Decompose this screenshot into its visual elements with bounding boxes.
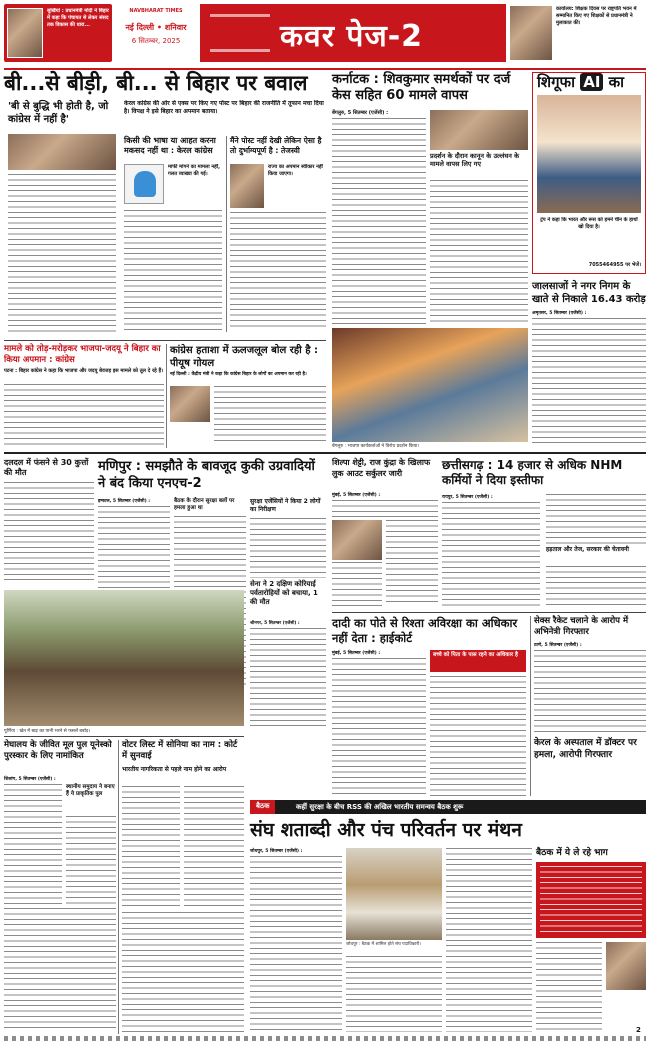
masthead-date-block: NAVBHARAT TIMES नई दिल्ली • शनिवार 6 सितम्बर, 2025 [116,4,196,62]
sonia-story [122,740,244,1036]
rss-kicker: कहीं सुरक्षा के बीच RSS की अखिल भारतीय समन्वय बैठक शुरू [296,803,464,811]
page-label: कवर पेज-2 [280,19,424,54]
rss-kicker-bar [250,800,646,814]
manipur-headline[interactable]: मणिपुर : समझौते के बावजूद कुकी उग्रवादियों ने बंद किया एनएच-2 [98,459,315,491]
lead-caption-right: राज्य का अपमान स्वीकार नहीं किया जाएगा। [268,164,323,177]
daadi-story [332,616,526,798]
manipur-note: बैठक के दौरान सुरक्षा बलों पर हमला हुआ था [174,498,235,511]
shigufa-cartoon [537,95,641,213]
daadi-dateline: मुंबई, 5 सितम्बर (एजेंसी) : [332,651,381,656]
meghalaya-headline[interactable]: मेघालय के जीवित मूल पुल यूनेस्को पुरस्कार के लिए नामांकित [4,740,112,761]
shigufa-contact: 7055464955 पर भेजें। [588,262,641,268]
karnataka-headline[interactable]: कर्नाटक : शिवकुमार समर्थकों पर दर्ज केस सहित 60 मामले वापस [332,72,511,103]
lead-story [4,72,326,338]
meghalaya-dateline: शिलांग, 5 सितम्बर (एजेंसी) : [4,777,56,782]
rss-sidebar [536,848,646,1032]
shilpa-headline[interactable]: शिल्पा शेट्टी, राज कुंद्रा के खिलाफ लुक आउट सर्कुलर जारी [332,458,431,478]
lead-caption-left: माफी मांगने का मामला नहीं, गलत व्याख्या की गई। [168,164,220,177]
lead-photo-left [8,134,116,170]
dogs-headline[interactable]: दलदल में फंसने से 30 कुत्तों की मौत [4,458,89,477]
shilpa-photo [332,520,382,560]
lead-body-left [8,174,116,334]
chhattisgarh-headline[interactable]: छत्तीसगढ़ : 14 हजार से अधिक NHM कर्मियों ने दिया इस्तीफा [442,458,623,487]
rss-dateline: जोधपुर, 5 सितम्बर (एजेंसी) : [250,849,303,854]
congress-logo-box [124,164,164,204]
army-story [250,580,326,730]
lead-sub-right: मैंने पोस्ट नहीं देखी लेकिन ऐसा है तो दुर्भाग्यपूर्ण है : तेजस्वी [230,136,322,155]
security-headline: सुरक्षा एजेंसियों ने किया 2 लोगों का निरीक्षण [250,498,321,513]
page-label-banner [200,4,506,62]
shigufa-caption: ट्रंप ने कहा कि भारत और रूस को हमने चीन के हाथों खो दिया है। [540,217,638,230]
rss-photo [346,848,442,940]
chhattisgarh-sub: हड़ताल और तेज, सरकार की चेतावनी [546,546,629,553]
tree-photo [4,590,244,726]
rss-headline[interactable]: संघ शताब्दी और पंच परिवर्तन पर मंथन [250,819,522,841]
sonia-sub: भारतीय नागरिकता से पहले नाम होने का आरोप [122,766,227,773]
sex-racket-headline[interactable]: सेक्स रैकेट चलाने के आरोप में अभिनेत्री गिरफ्तार [534,616,629,637]
rss-story [250,800,646,1036]
day: शनिवार [164,23,187,32]
daadi-headline[interactable]: दादी का पोते से रिश्ता अविरक्षा का अधिकार नहीं देता : हाईकोर्ट [332,616,518,645]
teaser-right-photo [510,6,552,60]
lead-headline[interactable]: बी...से बीड़ी, बी... से बिहार पर बवाल [4,71,308,95]
shigufa-title-end: का [608,73,625,91]
chhattisgarh-dateline: रायपुर, 5 सितम्बर (एजेंसी) : [442,495,493,500]
chhattisgarh-story [442,458,646,608]
sex-racket-dateline: ठाणे, 5 सितम्बर (एजेंसी) : [534,643,582,648]
rss-caption: जोधपुर : बैठक में शामिल होते संघ पदाधिकारी। [346,942,421,947]
tejashwi-photo [230,164,264,208]
manipur-dateline: इम्फाल, 5 सितम्बर (एजेंसी) : [98,499,151,504]
shivakumar-photo [430,110,528,150]
masthead-left-teaser[interactable] [4,4,112,62]
shigufa-box [532,72,646,274]
army-headline[interactable]: सेना ने 2 दक्षिण कोरियाई पर्वतारोहियों को बचाया, 1 की मौत [250,580,318,606]
goyal-story [170,344,326,448]
shilpa-story [332,458,438,608]
jalsazi-dateline: अमृतसर, 5 सितम्बर (एजेंसी) : [532,311,587,316]
daadi-callout: बच्चे को पिता के पास रहने का अधिकार है [430,650,526,672]
sex-racket-story [534,616,646,734]
bihar-bandh-text: पटना : बिहार कांग्रेस ने कहा कि भाजपा और जदयू बेवजह इस मामले को तूल दे रहे हैं। [4,368,164,374]
masthead [4,4,646,66]
teaser-right-text: कार्यालय: शिक्षक दिवस पर राष्ट्रपति भवन में सम्मानित किए गए शिक्षकों से प्रधानमंत्री ने मुलाकात की। [556,6,637,26]
protest-caption: बेंगलुरु : भाजपा कार्यकर्ताओं ने विरोध प्रदर्शन किया। [332,444,420,449]
protest-photo [332,328,528,442]
teaser-photo [7,8,43,58]
meghalaya-sub: स्थानीय समुदाय ने बनाए हैं ये प्राकृतिक पुल [66,784,115,797]
goyal-photo [170,386,210,422]
sonia-headline[interactable]: वोटर लिस्ट में सोनिया का नाम : कोर्ट में सुनवाई [122,740,238,761]
kerala-doctor-headline[interactable]: केरल के अस्पताल में डॉक्टर पर हमला, आरोपी गिरफ्तार [534,738,637,760]
lead-sub-left: किसी की भाषा या आहत करना मकसद नहीं था : केरल कांग्रेस [124,136,216,155]
lead-quote-headline: 'बी से बुद्धि भी होती है, जो कांग्रेस में नहीं है' [8,101,109,125]
jalsazi-story [532,280,646,450]
page-number: 2 [636,1026,641,1034]
kerala-doctor-story [534,738,646,798]
goyal-dateline: नई दिल्ली : केंद्रीय मंत्री ने कहा कि कांग्रेस बिहार के लोगों का अपमान कर रही है। [170,372,307,377]
registration-marks [4,1036,646,1041]
masthead-right-teaser[interactable] [510,4,646,62]
karnataka-dateline: बेंगलुरु, 5 सितम्बर (एजेंसी) : [332,110,389,116]
dogs-story [4,458,94,586]
ai-badge: AI [580,73,603,91]
rss-side-box [536,862,646,938]
karnataka-story [332,72,528,450]
rss-side-headline: बैठक में ये ले रहे भाग [536,848,608,858]
shilpa-dateline: मुंबई, 5 सितम्बर (एजेंसी) : [332,493,381,498]
bihar-bandh-headline[interactable]: मामले को तोड़-मरोड़कर भाजपा-जदयू ने बिहार का किया अपमान : कांग्रेस [4,344,161,365]
hand-icon [134,171,156,197]
karnataka-callout: प्रदर्शन के दौरान कानून के उल्लंघन के मामले वापस लिए गए [430,152,520,168]
teaser-text: सुर्खियां : प्रधानमंत्री मोदी ने बिहार में कहा कि पंचायत से लेकर संसद तक विकास की धारा... [47,8,109,28]
lead-intro: केरल कांग्रेस की ओर से एक्स पर किए गए पोस्ट पर बिहार की राजनीति में तूफान मचा दिया है। विपक्ष ने इसे बिहार का अपमान बताया। [124,100,324,115]
issue-date: 6 सितम्बर, 2025 [131,37,181,45]
shigufa-title: शिगूफा [537,73,575,91]
rss-tag: बैठक [250,800,275,814]
paper-name: NAVBHARAT TIMES [129,8,183,14]
meghalaya-story [4,740,116,1036]
jalsazi-headline[interactable]: जालसाजों ने नगर निगम के खाते से निकाले 16.43 करोड़ [532,281,646,305]
bihar-bandh-story [4,344,164,448]
rss-side-photo [606,942,646,990]
army-dateline: श्रीनगर, 5 सितम्बर (एजेंसी) : [250,621,300,626]
tree-caption: पूर्णिया : खेत में बाढ़ का पानी भरने से फसलें बर्बाद। [4,729,91,734]
goyal-headline[interactable]: कांग्रेस हताशा में ऊलजलूल बोल रही है : पीयूष गोयल [170,345,318,369]
city: नई दिल्ली [125,23,155,32]
